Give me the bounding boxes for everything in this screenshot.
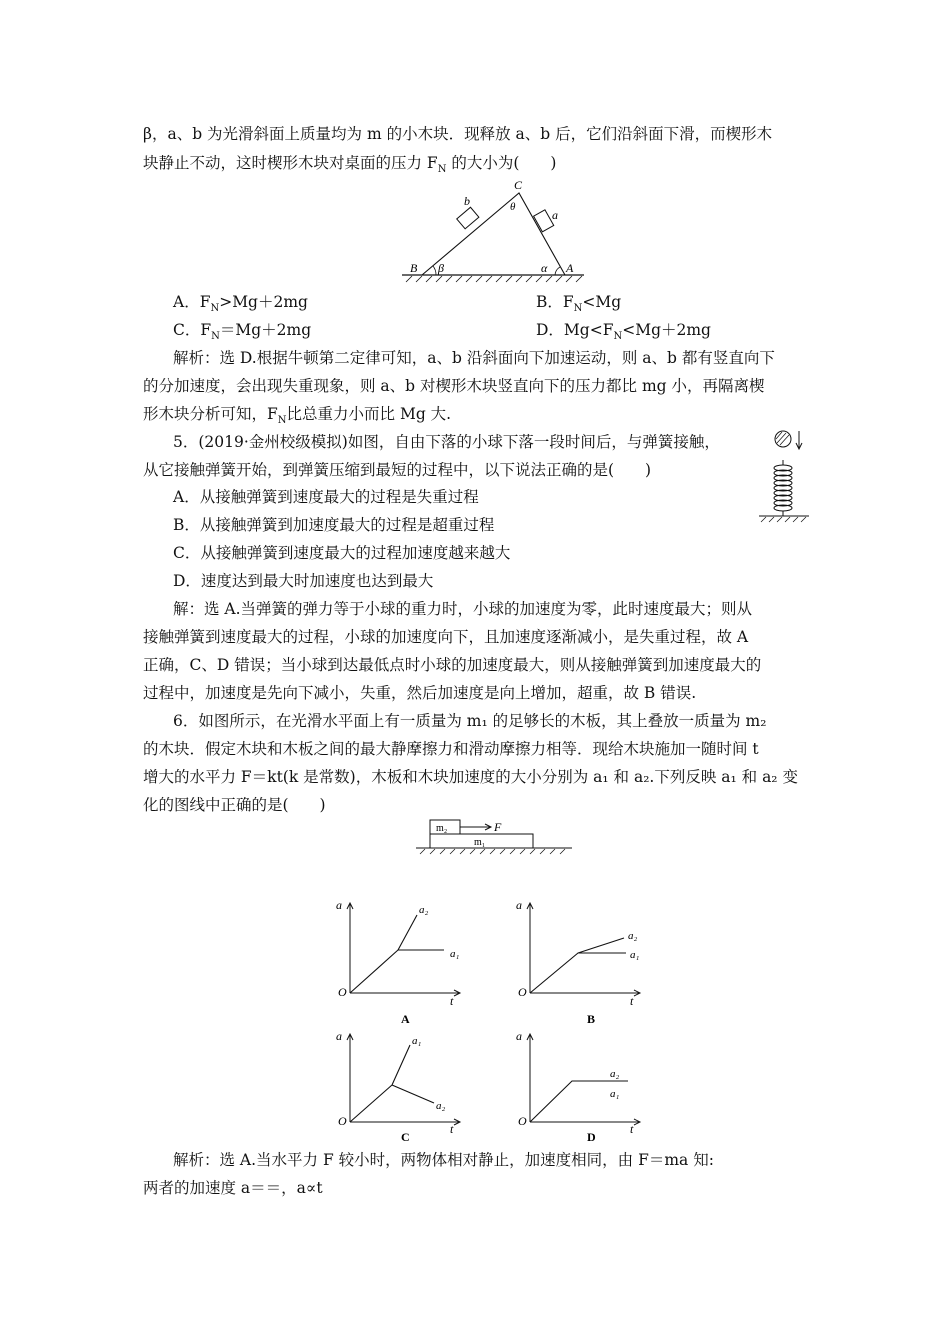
graph-c-curve-1-label: a₁ (412, 1035, 422, 1047)
label-m1: m₁ (474, 837, 486, 848)
label-F: F (494, 820, 502, 834)
beta-arc (433, 266, 436, 275)
label-A: A (566, 261, 574, 275)
q5-analysis-line-2: 接触弹簧到速度最大的过程，小球的加速度向下，且加速度逐渐减小，是失重过程，故 A (143, 628, 749, 646)
board-block-figure (414, 818, 574, 860)
q5-analysis-line-4: 过程中，加速度是先向下减小，失重，然后加速度是向上增加，超重，故 B 错误. (143, 684, 697, 702)
q4-option-d[interactable] (536, 320, 711, 347)
option-a-rest: >Mg＋2mg (219, 293, 308, 311)
graph-b-caption: B (587, 1012, 596, 1026)
graph-a-curve-2-label: a₁ (450, 948, 460, 960)
label-a: a (552, 208, 558, 222)
option-d-sub: N (613, 331, 623, 343)
option-a-sub: N (210, 303, 220, 315)
option-b-rest: <Mg (582, 293, 622, 311)
label-C: C (514, 178, 523, 192)
graph-d-origin: O (518, 1114, 527, 1128)
q4-analysis-line-3 (143, 404, 451, 431)
spring-coils (774, 465, 792, 511)
table-hatch (406, 276, 582, 282)
option-c-label: C．F (173, 321, 212, 339)
graph-b-origin: O (518, 985, 527, 999)
q6-stem-line-3: 增大的水平力 F＝kt(k 是常数)，木板和木块加速度的大小分别为 a₁ 和 a₂.下列反映 a₁ 和 a₂ 变 (143, 768, 798, 786)
ball (775, 431, 791, 447)
graph-b-y-label: a (516, 898, 522, 912)
graph-a-curve-1-label: a₂ (419, 904, 429, 916)
q6-analysis-line-2: 两者的加速度 a＝＝，a∝t (143, 1179, 323, 1197)
q5-option-d[interactable]: D．速度达到最大时加速度也达到最大 (173, 572, 434, 590)
graph-d-curve-2-label: a₁ (610, 1088, 620, 1100)
graph-c[interactable] (332, 1028, 482, 1148)
graph-a-line-a2 (398, 915, 417, 950)
option-a-label: A．F (173, 293, 211, 311)
q4-stem-end: 的大小为( ) (446, 154, 557, 172)
q4-analysis-text: 形木块分析可知，F (143, 405, 278, 423)
option-c-rest: ＝Mg＋2mg (219, 321, 312, 339)
option-d-label: D．Mg<F (536, 321, 614, 339)
graph-b-curve-2-label: a₁ (630, 949, 640, 961)
q5-option-c[interactable]: C．从接触弹簧到速度最大的过程加速度越来越大 (173, 544, 511, 562)
graph-c-curve-2-label: a₂ (436, 1100, 446, 1112)
label-m2: m₂ (436, 823, 448, 834)
graph-a-x-label: t (450, 994, 454, 1008)
floor-hatch (420, 849, 565, 854)
graph-b-x-label: t (630, 994, 634, 1008)
graph-c-x-label: t (450, 1122, 454, 1136)
q4-option-a[interactable] (173, 292, 308, 319)
q4-option-c[interactable] (173, 320, 311, 347)
graph-c-line-a2 (392, 1085, 434, 1103)
q4-analysis-end: 比总重力小而比 Mg 大. (286, 405, 452, 423)
q5-option-b[interactable]: B．从接触弹簧到加速度最大的过程是超重过程 (173, 516, 495, 534)
q4-analysis-line-2: 的分加速度，会出现失重现象，则 a、b 对楔形木块竖直向下的压力都比 mg 小，再隔离楔 (143, 377, 765, 395)
graph-b-line-a2 (578, 938, 624, 953)
wedge-figure (400, 176, 586, 286)
graph-c-y-label: a (336, 1029, 342, 1043)
graph-b[interactable] (512, 895, 662, 1030)
graph-c-origin: O (338, 1114, 347, 1128)
option-d-rest: <Mg＋2mg (622, 321, 711, 339)
q4-analysis-sub: N (277, 415, 287, 427)
graph-a-line-a1 (350, 950, 444, 993)
q6-stem-line-1: 6．如图所示，在光滑水平面上有一质量为 m₁ 的足够长的木板，其上叠放一质量为 m₂ (173, 712, 767, 730)
graph-d-y-label: a (516, 1029, 522, 1043)
q5-stem-line-1: 5．(2019·金州校级模拟)如图，自由下落的小球下落一段时间后，与弹簧接触， (173, 433, 720, 451)
graph-b-line-a1 (530, 953, 626, 993)
option-c-sub: N (211, 331, 220, 343)
label-beta: β (438, 261, 444, 275)
q6-stem-line-4: 化的图线中正确的是( ) (143, 796, 326, 814)
graph-a-caption: A (401, 1012, 410, 1026)
label-b: b (464, 194, 470, 208)
q5-stem-line-2: 从它接触弹簧开始，到弹簧压缩到最短的过程中，以下说法正确的是( ) (143, 461, 652, 479)
q6-analysis-line-1: 解析：选 A.当水平力 F 较小时，两物体相对静止，加速度相同，由 F＝ma 知: (173, 1151, 714, 1169)
q6-stem-line-2: 的木块．假定木块和木板之间的最大静摩擦力和滑动摩擦力相等．现给木块施加一随时间 t (143, 740, 759, 758)
graph-c-common-line (350, 1085, 392, 1122)
label-theta: θ (510, 201, 516, 213)
graph-d-caption: D (587, 1130, 596, 1144)
block-a (534, 210, 554, 232)
graph-a[interactable] (332, 895, 482, 1030)
q4-stem-sub: N (437, 164, 447, 176)
q4-stem-text: 块静止不动，这时楔形木块对桌面的压力 F (143, 154, 438, 172)
graph-c-line-a1 (392, 1045, 410, 1085)
graph-d-curve-1-label: a₂ (610, 1068, 620, 1080)
q4-analysis-line-1: 解析：选 D.根据牛顿第二定律可知，a、b 沿斜面向下加速运动，则 a、b 都有竖直向下 (173, 349, 775, 367)
q5-option-a[interactable]: A．从接触弹簧到速度最大的过程是失重过程 (173, 488, 479, 506)
ground-hatch (761, 517, 806, 522)
graph-a-origin: O (338, 985, 347, 999)
label-B: B (410, 261, 418, 275)
q4-option-b[interactable] (536, 292, 621, 319)
option-b-sub: N (573, 303, 583, 315)
graph-c-caption: C (401, 1130, 410, 1144)
spring-figure (755, 428, 815, 524)
block-b (457, 207, 479, 229)
q4-stem-line-1: β，a、b 为光滑斜面上质量均为 m 的小木块．现释放 a、b 后，它们沿斜面下滑，而楔形木 (143, 125, 773, 143)
option-b-label: B．F (536, 293, 574, 311)
q5-analysis-line-1: 解：选 A.当弹簧的弹力等于小球的重力时，小球的加速度为零，此时速度最大；则从 (173, 600, 753, 618)
graph-d-x-label: t (630, 1122, 634, 1136)
q5-analysis-line-3: 正确，C、D 错误；当小球到达最低点时小球的加速度最大，则从接触弹簧到加速度最大的 (143, 656, 762, 674)
graph-b-curve-1-label: a₂ (628, 930, 638, 942)
alpha-arc (555, 267, 560, 275)
graph-a-y-label: a (336, 898, 342, 912)
label-alpha: α (541, 261, 548, 275)
graph-d[interactable] (512, 1028, 662, 1148)
